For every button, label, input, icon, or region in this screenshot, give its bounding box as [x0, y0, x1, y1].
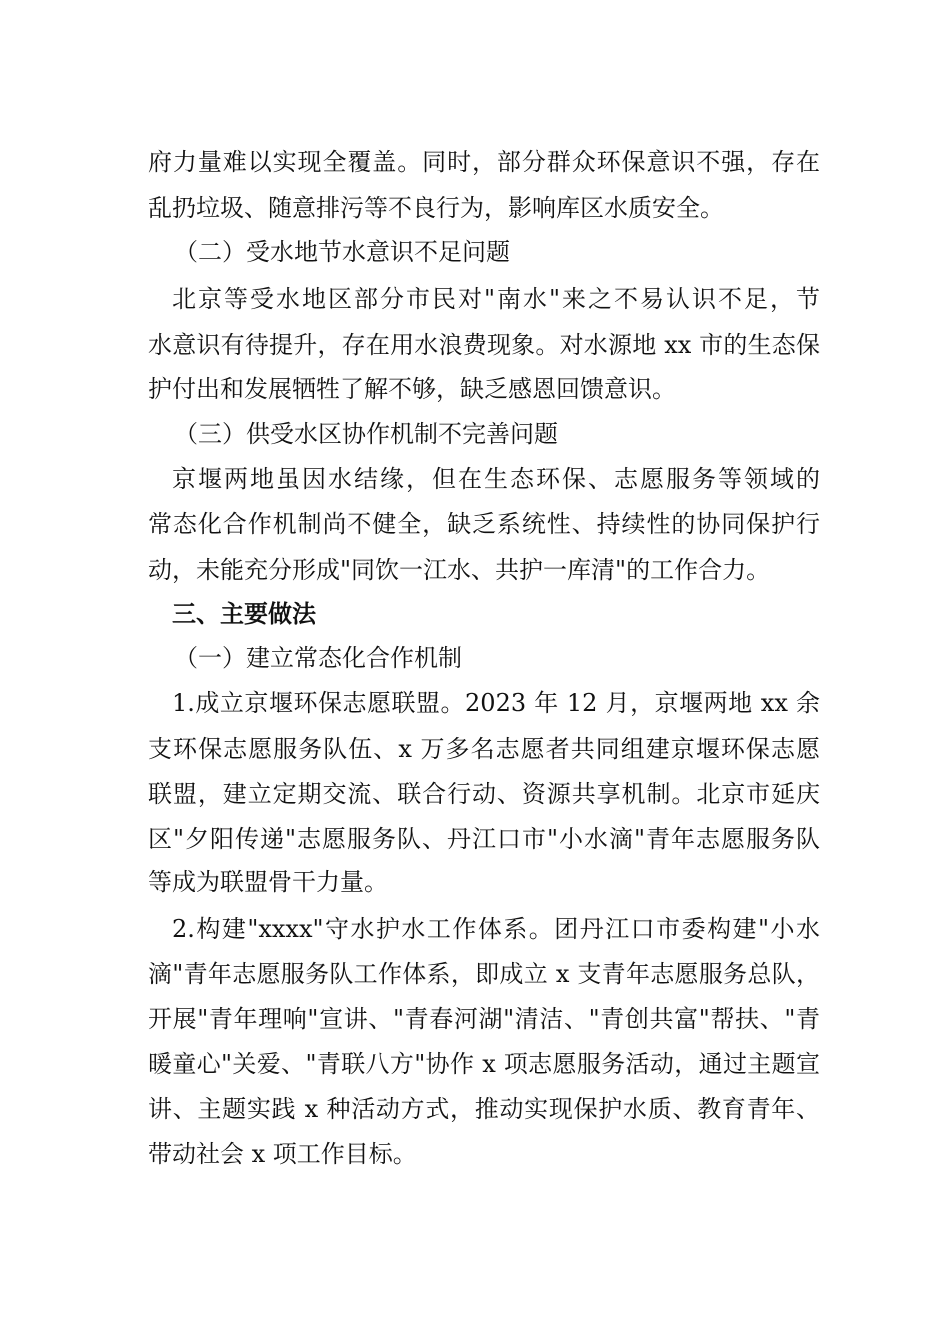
subsection-heading-1: （一）建立常态化合作机制 — [174, 644, 462, 672]
paragraph-line: 京堰两地虽因水结缘，但在生态环保、志愿服务等领域的 — [172, 465, 820, 493]
paragraph-line: 区"夕阳传递"志愿服务队、丹江口市"小水滴"青年志愿服务队 — [148, 825, 820, 853]
paragraph-line: 动，未能充分形成"同饮一江水、共护一库清"的工作合力。 — [148, 556, 771, 584]
paragraph-line: 联盟，建立定期交流、联合行动、资源共享机制。北京市延庆 — [148, 780, 820, 808]
paragraph-line: 1.成立京堰环保志愿联盟。2023 年 12 月，京堰两地 xx 余 — [172, 689, 820, 717]
chapter-heading: 三、主要做法 — [172, 599, 316, 628]
paragraph-line: 护付出和发展牺牲了解不够，缺乏感恩回馈意识。 — [148, 375, 676, 403]
section-heading-2: （二）受水地节水意识不足问题 — [174, 238, 510, 266]
paragraph-line: 2.构建"xxxx"守水护水工作体系。团丹江口市委构建"小水 — [172, 915, 820, 943]
paragraph-line: 带动社会 x 项工作目标。 — [148, 1140, 417, 1168]
paragraph-line: 府力量难以实现全覆盖。同时，部分群众环保意识不强，存在 — [148, 148, 820, 176]
paragraph-line: 等成为联盟骨干力量。 — [148, 868, 388, 896]
paragraph-line: 支环保志愿服务队伍、x 万多名志愿者共同组建京堰环保志愿 — [148, 735, 820, 763]
paragraph-line: 滴"青年志愿服务队工作体系，即成立 x 支青年志愿服务总队， — [148, 960, 820, 988]
paragraph-line: 开展"青年理响"宣讲、"青春河湖"清洁、"青创共富"帮扶、"青 — [148, 1005, 820, 1033]
paragraph-line: 乱扔垃圾、随意排污等不良行为，影响库区水质安全。 — [148, 194, 724, 222]
paragraph-line: 水意识有待提升，存在用水浪费现象。对水源地 xx 市的生态保 — [148, 331, 820, 359]
paragraph-line: 常态化合作机制尚不健全，缺乏系统性、持续性的协同保护行 — [148, 510, 820, 538]
paragraph-line: 讲、主题实践 x 种活动方式，推动实现保护水质、教育青年、 — [148, 1095, 820, 1123]
paragraph-line: 暖童心"关爱、"青联八方"协作 x 项志愿服务活动，通过主题宣 — [148, 1050, 820, 1078]
paragraph-line: 北京等受水地区部分市民对"南水"来之不易认识不足，节 — [172, 285, 820, 313]
section-heading-3: （三）供受水区协作机制不完善问题 — [174, 420, 558, 448]
